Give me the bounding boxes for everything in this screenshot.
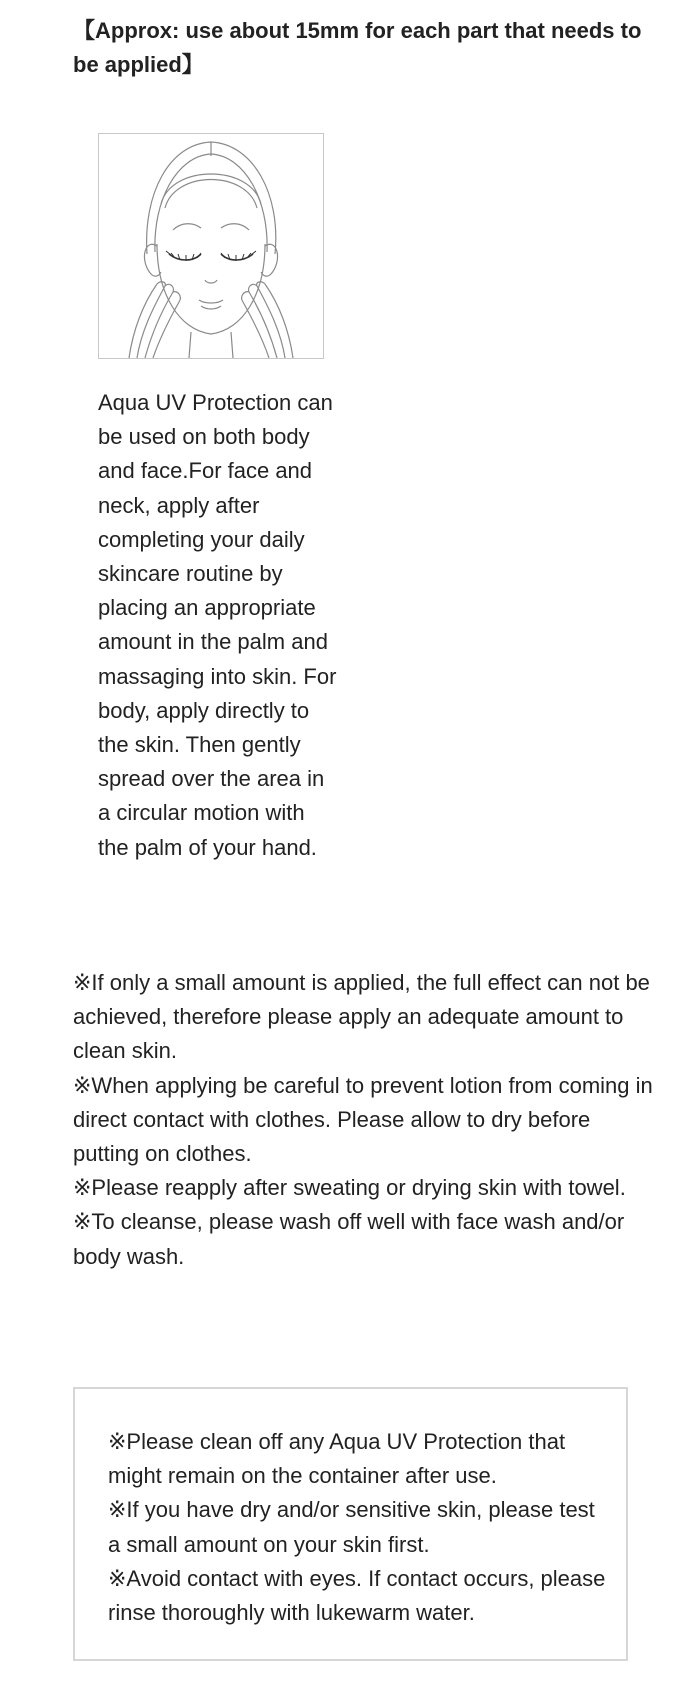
application-notes (73, 966, 653, 1274)
note-item: ※Please reapply after sweating or drying skin with towel. (73, 1175, 626, 1201)
note-item: ※If only a small amount is applied, the full effect can not be achieved, therefore please apply an adequate amount to clean skin. (73, 970, 650, 1064)
usage-instructions (98, 386, 338, 865)
application-amount-heading: 【Approx: use about 15mm for each part that needs to be applied】 (73, 18, 642, 77)
usage-paragraph: Aqua UV Protection can be used on both body and face.For face and neck, apply after completing your daily skincare routine by placing an appropriate amount in the palm and massaging into skin. For body, apply directly to the skin. Then gently spread over the area in a circular motion with the palm of your hand. (98, 390, 337, 860)
caution-box (73, 1387, 628, 1661)
note-item: ※To cleanse, please wash off well with face wash and/or body wash. (73, 1209, 625, 1269)
caution-item: ※Please clean off any Aqua UV Protection that might remain on the container after use. (108, 1429, 566, 1489)
caution-item: ※If you have dry and/or sensitive skin, please test a small amount on your skin first. (108, 1497, 595, 1557)
face-illustration (98, 133, 324, 359)
note-item: ※When applying be careful to prevent lotion from coming in direct contact with clothes. Please allow to dry before putting on clothes. (73, 1072, 653, 1167)
face-applying-lotion-icon (99, 134, 323, 358)
caution-list (108, 1425, 608, 1630)
caution-item: ※Avoid contact with eyes. If contact occurs, please rinse thoroughly with lukewarm water. (108, 1565, 606, 1626)
